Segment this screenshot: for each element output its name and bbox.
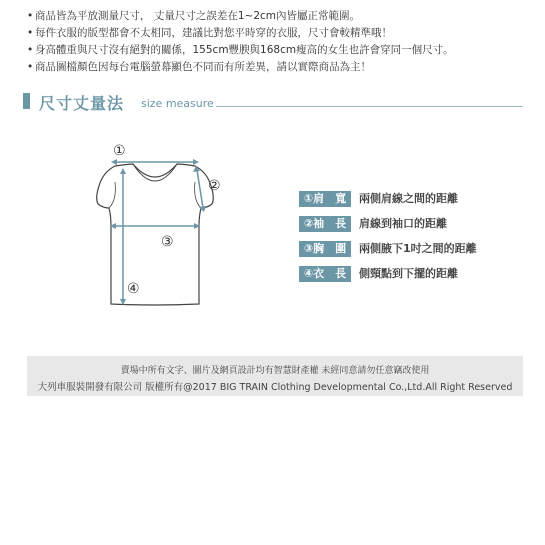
copyright-footer: [27, 356, 523, 396]
legend-description: 側頸點到下擺的距離: [359, 267, 458, 280]
shoulder-arrow-right: [193, 159, 199, 165]
length-arrow-top: [120, 168, 126, 174]
tshirt-illustration: [75, 138, 235, 318]
legend-badge: ③胸 圍: [299, 241, 351, 257]
marker-3: ③: [161, 234, 174, 250]
bullet: •: [27, 10, 34, 22]
note-text: 商品圖檔顏色因每台電腦螢幕顯色不同而有所差異，請以實際商品為主！: [35, 61, 371, 73]
shoulder-arrow-left: [111, 159, 117, 165]
legend-description: 兩側腋下1吋之間的距離: [359, 242, 477, 255]
legend-description: 肩線到袖口的距離: [359, 217, 447, 230]
section-header: [23, 92, 523, 114]
note-text: 身高體重與尺寸沒有絕對的關係，155cm豐腴與168cm瘦高的女生也許會穿同一個尺寸。: [35, 44, 454, 56]
legend-row: [299, 214, 529, 239]
section-title: 尺寸丈量法: [39, 94, 125, 113]
measure-legend: [299, 189, 529, 289]
legend-badge: ④衣 長: [299, 266, 351, 282]
legend-badge: ②袖 長: [299, 216, 351, 232]
section-accent-bar: [23, 93, 30, 109]
tshirt-diagram: [75, 138, 235, 318]
note-text: 每件衣服的版型都會不太相同，建議比對您平時穿的衣服，尺寸會較精準哦！: [35, 27, 392, 39]
legend-row: [299, 239, 529, 264]
legend-row: [299, 189, 529, 214]
sleeve-line: [197, 170, 203, 208]
note-item: [27, 42, 537, 59]
section-subtitle: size measure: [141, 97, 214, 110]
note-item: [27, 59, 537, 76]
marker-1: ①: [113, 143, 126, 159]
legend-badge: ①肩 寬: [299, 191, 351, 207]
legend-description: 兩側肩線之間的距離: [359, 192, 458, 205]
legend-row: [299, 264, 529, 289]
tshirt-outline: [97, 164, 214, 305]
marker-2: ②: [208, 178, 221, 194]
section-divider: [216, 106, 523, 107]
sleeve-seam-left: [109, 182, 115, 208]
bullet: •: [27, 27, 34, 39]
notes-list: [27, 8, 537, 76]
bullet: •: [27, 44, 34, 56]
neckline: [133, 164, 177, 181]
copyright-notice: 賣場中所有文字、圖片及網頁設計均有智慧財產權 未經同意請勿任意竊改使用: [120, 366, 430, 376]
note-item: [27, 8, 537, 25]
note-text: 商品皆為平放測量尺寸， 丈量尺寸之誤差在1~2cm內皆屬正常範圍。: [35, 10, 360, 22]
note-item: [27, 25, 537, 42]
marker-4: ④: [127, 281, 140, 297]
bullet: •: [27, 61, 34, 73]
copyright-company: 大列車服裝開發有限公司 版權所有@2017 BIG TRAIN Clothing Developmental Co.,Ltd.All Right Reserved: [37, 382, 513, 393]
